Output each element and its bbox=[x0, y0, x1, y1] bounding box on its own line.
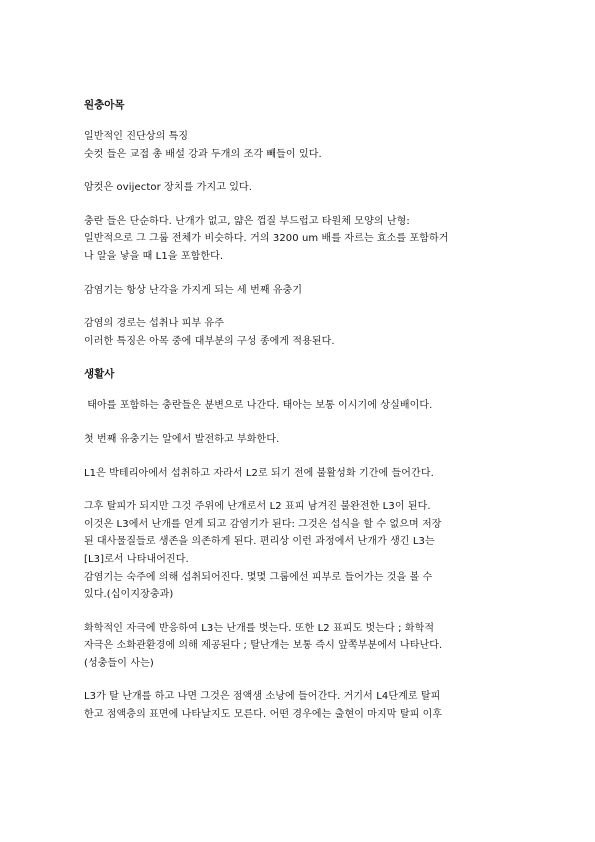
text-line: 충란 들은 단순하다. 난개가 없고, 얇은 껍질 부드럽고 타원체 모양의 난형: bbox=[84, 215, 410, 227]
text-line: 감염의 경로는 섭취나 피부 유주 bbox=[84, 318, 224, 330]
paragraph bbox=[84, 179, 511, 197]
text-line: L3가 탈 난개를 하고 나면 그것은 점액샘 소낭에 들어간다. 거기서 L4단계로 탈피 bbox=[84, 691, 441, 703]
text-line: L1은 박테리아에서 섭취하고 자라서 L2로 되기 전에 불활성화 기간에 들어간다. bbox=[84, 467, 434, 479]
text-line: [L3]로서 나타내어진다. bbox=[84, 553, 189, 565]
text-line: 이러한 특징은 아목 중에 대부분의 구성 종에게 적용된다. bbox=[84, 335, 335, 347]
text-line: 있다.(십이지장충과) bbox=[84, 589, 174, 601]
paragraph bbox=[84, 213, 511, 266]
text-line: 그후 탈피가 되지만 그것 주위에 난개로서 L2 표피 남겨진 불완전한 L3이 된다. bbox=[84, 501, 431, 513]
paragraph bbox=[84, 620, 511, 673]
paragraph bbox=[84, 688, 511, 723]
text-line: 일반적인 진단상의 특징 bbox=[84, 131, 189, 142]
text-line: 숫컷 들은 교접 총 배설 강과 두개의 조각 빼들이 있다. bbox=[84, 148, 322, 160]
text-line: 일반적으로 그 그룹 전체가 비슷하다. 거의 3200 um 배를 자르는 효소를 포함하거 bbox=[84, 233, 449, 245]
text-line: 자극은 소화관환경에 의해 제공된다 ; 탈난개는 보통 즉시 앞쪽부분에서 나타난다. bbox=[84, 640, 443, 652]
section-title: 원충아목 bbox=[84, 99, 125, 111]
section-title: 생활사 bbox=[84, 368, 115, 381]
paragraph bbox=[84, 431, 511, 449]
text-line: 이것은 L3에서 난개를 얻게 되고 감염기가 된다: 그것은 섭식을 할 수 없으며 저장 bbox=[84, 518, 442, 530]
paragraph bbox=[84, 397, 511, 415]
section-life-cycle bbox=[84, 366, 511, 723]
paragraph bbox=[84, 282, 511, 300]
paragraph bbox=[84, 498, 511, 604]
paragraph bbox=[84, 128, 511, 163]
text-line: 감염기는 숙주에 의해 섭취되어진다. 몇몇 그룹에선 피부로 들어가는 것을 볼 수 bbox=[84, 571, 433, 583]
text-line: 한고 점액층의 표면에 나타날지도 모른다. 어떤 경우에는 출현이 마지막 탈피 이후 bbox=[84, 709, 443, 721]
text-line: 된 대사물질들로 생존을 의존하게 된다. 편리상 이런 과정에서 난개가 생긴 L3는 bbox=[84, 536, 435, 548]
text-line: (성충들이 사는) bbox=[84, 657, 154, 669]
paragraph bbox=[84, 465, 511, 483]
section-suborder bbox=[84, 97, 511, 366]
text-line: 암컷은 ovijector 장치를 가지고 있다. bbox=[84, 182, 253, 194]
text-line: 감염기는 항상 난각을 가지게 되는 세 번째 유충기 bbox=[84, 284, 303, 296]
text-line: 태아를 포함하는 충란들은 분변으로 나간다. 태아는 보통 이시기에 상실배이다. bbox=[84, 400, 433, 412]
text-line: 화학적인 자극에 반응하여 L3는 난개를 벗는다. 또한 L2 표피도 벗는다 ; 화학적 bbox=[84, 622, 435, 634]
paragraph bbox=[84, 315, 511, 350]
text-line: 나 알을 낳을 때 L1을 포함한다. bbox=[84, 250, 224, 262]
text-line: 첫 번째 유충기는 알에서 발전하고 부화한다. bbox=[84, 433, 280, 445]
